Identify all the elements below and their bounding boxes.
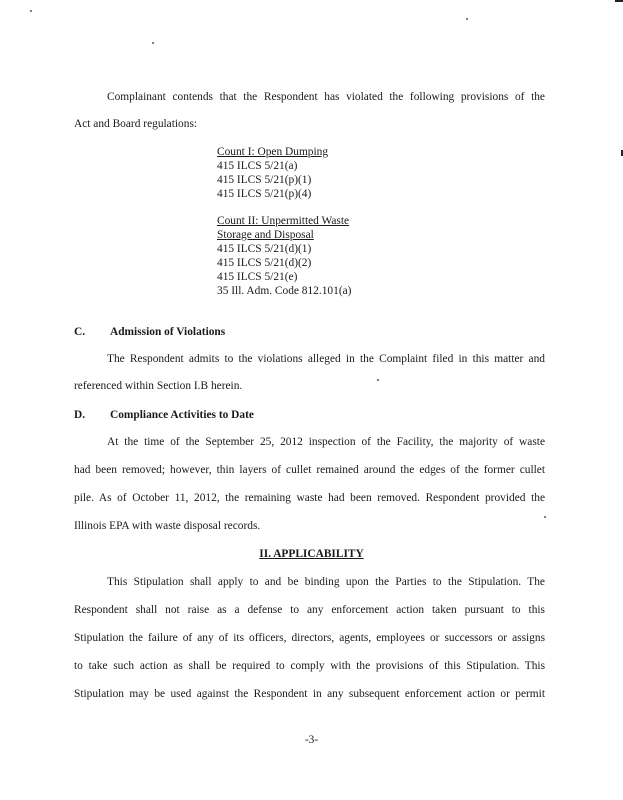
count-2-item: 415 ILCS 5/21(e) <box>217 271 298 283</box>
section-ii-line-5: Stipulation may be used against the Respondent in any subsequent enforcement action or permit <box>74 688 545 700</box>
intro-line-1: Complainant contends that the Respondent has violated the following provisions of the <box>107 91 545 103</box>
section-c-line-2: referenced within Section I.B herein. <box>74 380 243 392</box>
scan-speck <box>377 379 379 381</box>
section-c-heading: Admission of Violations <box>110 326 226 338</box>
scan-mark <box>615 0 623 2</box>
count-1-title: Count I: Open Dumping <box>217 146 329 158</box>
scan-speck <box>466 18 468 20</box>
count-2-item: 35 Ill. Adm. Code 812.101(a) <box>217 285 352 297</box>
count-2-title-line-2: Storage and Disposal <box>217 229 314 241</box>
section-d-line-1: At the time of the September 25, 2012 inspection of the Facility, the majority of waste <box>107 436 545 448</box>
count-2-item: 415 ILCS 5/21(d)(2) <box>217 257 312 269</box>
section-d-heading: Compliance Activities to Date <box>110 409 254 421</box>
scan-speck <box>30 10 32 12</box>
section-ii-heading: II. APPLICABILITY <box>259 548 364 560</box>
section-d-line-3: pile. As of October 11, 2012, the remaining waste had been removed. Respondent provided the <box>74 492 545 504</box>
count-2-item: 415 ILCS 5/21(d)(1) <box>217 243 312 255</box>
scan-speck <box>544 516 546 518</box>
section-d-line-4: Illinois EPA with waste disposal records. <box>74 520 261 532</box>
section-c-letter: C. <box>74 326 86 338</box>
section-ii-line-2: Respondent shall not raise as a defense to any enforcement action taken pursuant to this <box>74 604 545 616</box>
count-2-title-line-1: Count II: Unpermitted Waste <box>217 215 350 227</box>
section-c-line-1: The Respondent admits to the violations alleged in the Complaint filed in this matter and <box>107 353 545 365</box>
section-d-letter: D. <box>74 409 86 421</box>
count-1-item: 415 ILCS 5/21(p)(4) <box>217 188 312 200</box>
section-ii-line-3: Stipulation the failure of any of its officers, directors, agents, employees or successors or assigns <box>74 632 545 644</box>
section-ii-line-4: to take such action as shall be required to comply with the provisions of this Stipulation. This <box>74 660 545 672</box>
section-d-line-2: had been removed; however, thin layers of cullet remained around the edges of the former cullet <box>74 464 545 476</box>
intro-line-2: Act and Board regulations: <box>74 118 198 130</box>
scan-speck <box>152 42 154 44</box>
section-ii-line-1: This Stipulation shall apply to and be binding upon the Parties to the Stipulation. The <box>107 576 545 588</box>
page-number: -3- <box>304 734 319 746</box>
count-1-item: 415 ILCS 5/21(a) <box>217 160 298 172</box>
count-1-item: 415 ILCS 5/21(p)(1) <box>217 174 312 186</box>
